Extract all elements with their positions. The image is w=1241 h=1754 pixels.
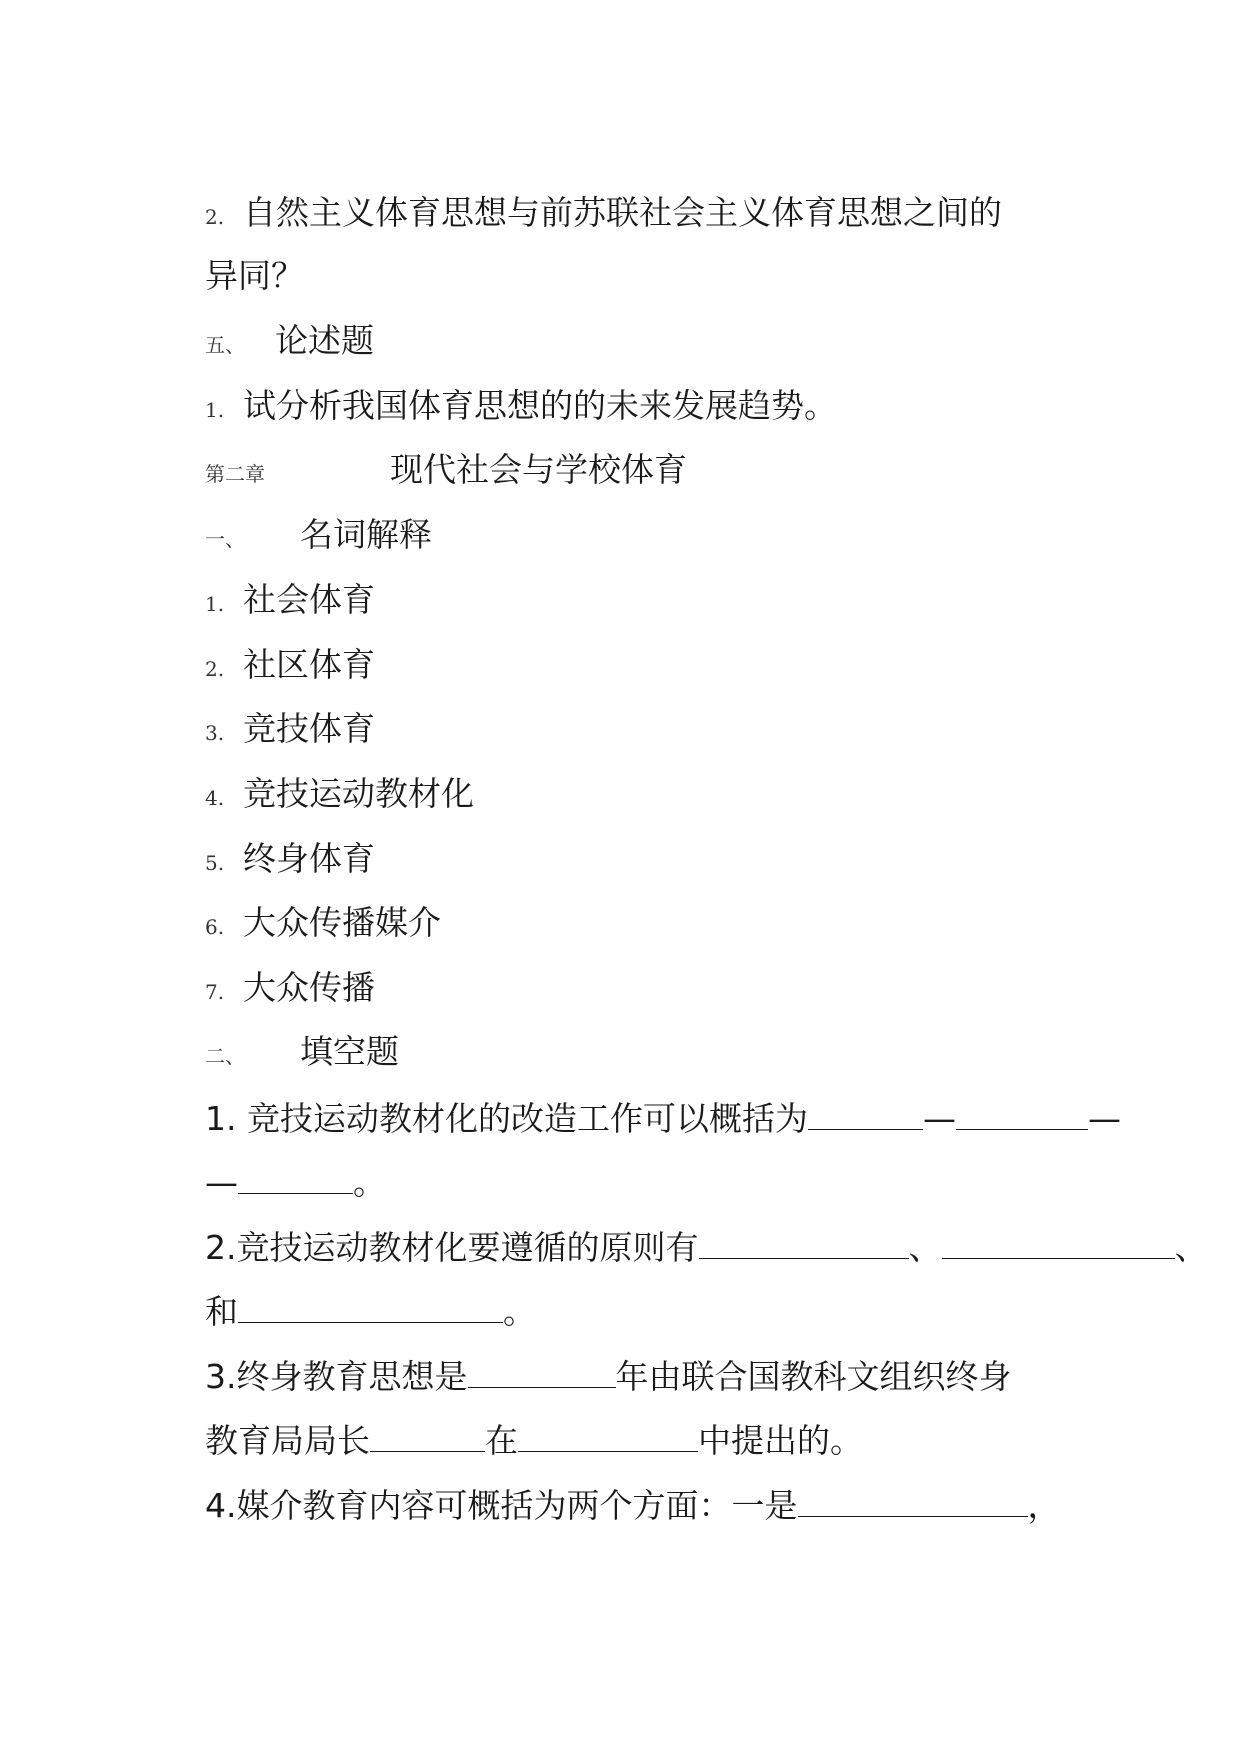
answer-blank[interactable] <box>956 1103 1088 1130</box>
fill-question-1-end: 。 <box>353 1163 386 1202</box>
dash: — <box>922 1099 956 1138</box>
term-number: 4. <box>205 786 225 810</box>
dash: — <box>1087 1099 1121 1138</box>
fill-question-3-text: 3.终身教育思想是 <box>205 1357 468 1396</box>
essay-question-1-number: 1. <box>205 398 225 422</box>
fill-question-4-end: ， <box>1027 1486 1061 1525</box>
answer-blank[interactable] <box>238 1296 503 1323</box>
fill-question-3-text-d: 在 <box>485 1421 518 1460</box>
chapter-number: 第二章 <box>205 462 265 486</box>
section-2-heading <box>205 1032 399 1071</box>
term-number: 3. <box>205 721 225 745</box>
section-1-number: 一、 <box>205 527 245 551</box>
term-number: 2. <box>205 657 225 681</box>
chapter-heading <box>205 450 687 489</box>
fill-question-4-line-1 <box>205 1486 1061 1525</box>
term-text: 竞技运动教材化 <box>243 774 474 813</box>
fill-question-3-line-1 <box>205 1357 1012 1396</box>
term-item <box>205 903 441 942</box>
term-text: 社会体育 <box>243 580 375 619</box>
fill-question-3-line-2 <box>205 1421 863 1460</box>
fill-question-1-line-2 <box>205 1163 386 1202</box>
answer-blank[interactable] <box>808 1103 923 1130</box>
term-text: 终身体育 <box>243 839 375 878</box>
answer-blank[interactable] <box>699 1232 909 1259</box>
answer-blank[interactable] <box>518 1425 698 1452</box>
fill-question-1-line-1 <box>205 1099 1121 1138</box>
section-2-number: 二、 <box>205 1044 245 1068</box>
section-2-title: 填空题 <box>300 1032 399 1071</box>
section-5-number: 五、 <box>205 333 245 357</box>
essay-question-1-text: 试分析我国体育思想的的未来发展趋势。 <box>243 386 837 425</box>
term-item <box>205 839 375 878</box>
section-5-heading <box>205 321 374 360</box>
fill-question-4-text: 4.媒介教育内容可概括为两个方面：一是 <box>205 1486 798 1525</box>
question-2-line-2 <box>205 256 304 295</box>
answer-blank[interactable] <box>370 1425 485 1452</box>
question-2-number: 2. <box>205 205 225 229</box>
essay-question-1 <box>205 386 837 425</box>
dash: — <box>205 1163 238 1202</box>
term-number: 6. <box>205 915 225 939</box>
answer-blank[interactable] <box>798 1490 1028 1517</box>
separator: 、 <box>908 1228 942 1267</box>
fill-question-2-and: 和 <box>205 1292 238 1331</box>
term-text: 大众传播 <box>243 968 375 1007</box>
answer-blank[interactable] <box>942 1232 1175 1259</box>
section-1-title: 名词解释 <box>300 515 432 554</box>
answer-blank[interactable] <box>238 1167 353 1194</box>
question-2-line-1 <box>205 193 1002 232</box>
term-text: 竞技体育 <box>243 709 375 748</box>
answer-blank[interactable] <box>468 1361 616 1388</box>
term-item <box>205 709 375 748</box>
section-5-title: 论述题 <box>275 321 374 360</box>
question-2-text: 自然主义体育思想与前苏联社会主义体育思想之间的 <box>243 193 1002 232</box>
separator: 、 <box>1174 1228 1208 1267</box>
fill-question-2-line-1 <box>205 1228 1208 1267</box>
term-text: 大众传播媒介 <box>243 903 441 942</box>
term-number: 1. <box>205 592 225 616</box>
term-item <box>205 968 375 1007</box>
fill-question-3-text-b: 年由联合国教科文组织终身 <box>615 1357 1012 1396</box>
fill-question-1-text: 1. 竞技运动教材化的改造工作可以概括为 <box>205 1099 808 1138</box>
term-item <box>205 774 474 813</box>
fill-question-2-line-2 <box>205 1292 536 1331</box>
fill-question-3-text-e: 中提出的。 <box>698 1421 863 1460</box>
question-2-text-continued: 异同？ <box>205 256 304 295</box>
term-item <box>205 645 375 684</box>
fill-question-2-end: 。 <box>503 1292 536 1331</box>
term-number: 7. <box>205 980 225 1004</box>
chapter-title: 现代社会与学校体育 <box>390 450 687 489</box>
fill-question-2-text: 2.竞技运动教材化要遵循的原则有 <box>205 1228 699 1267</box>
section-1-heading <box>205 515 432 554</box>
fill-question-3-text-c: 教育局局长 <box>205 1421 370 1460</box>
term-item <box>205 580 375 619</box>
term-text: 社区体育 <box>243 645 375 684</box>
term-number: 5. <box>205 851 225 875</box>
